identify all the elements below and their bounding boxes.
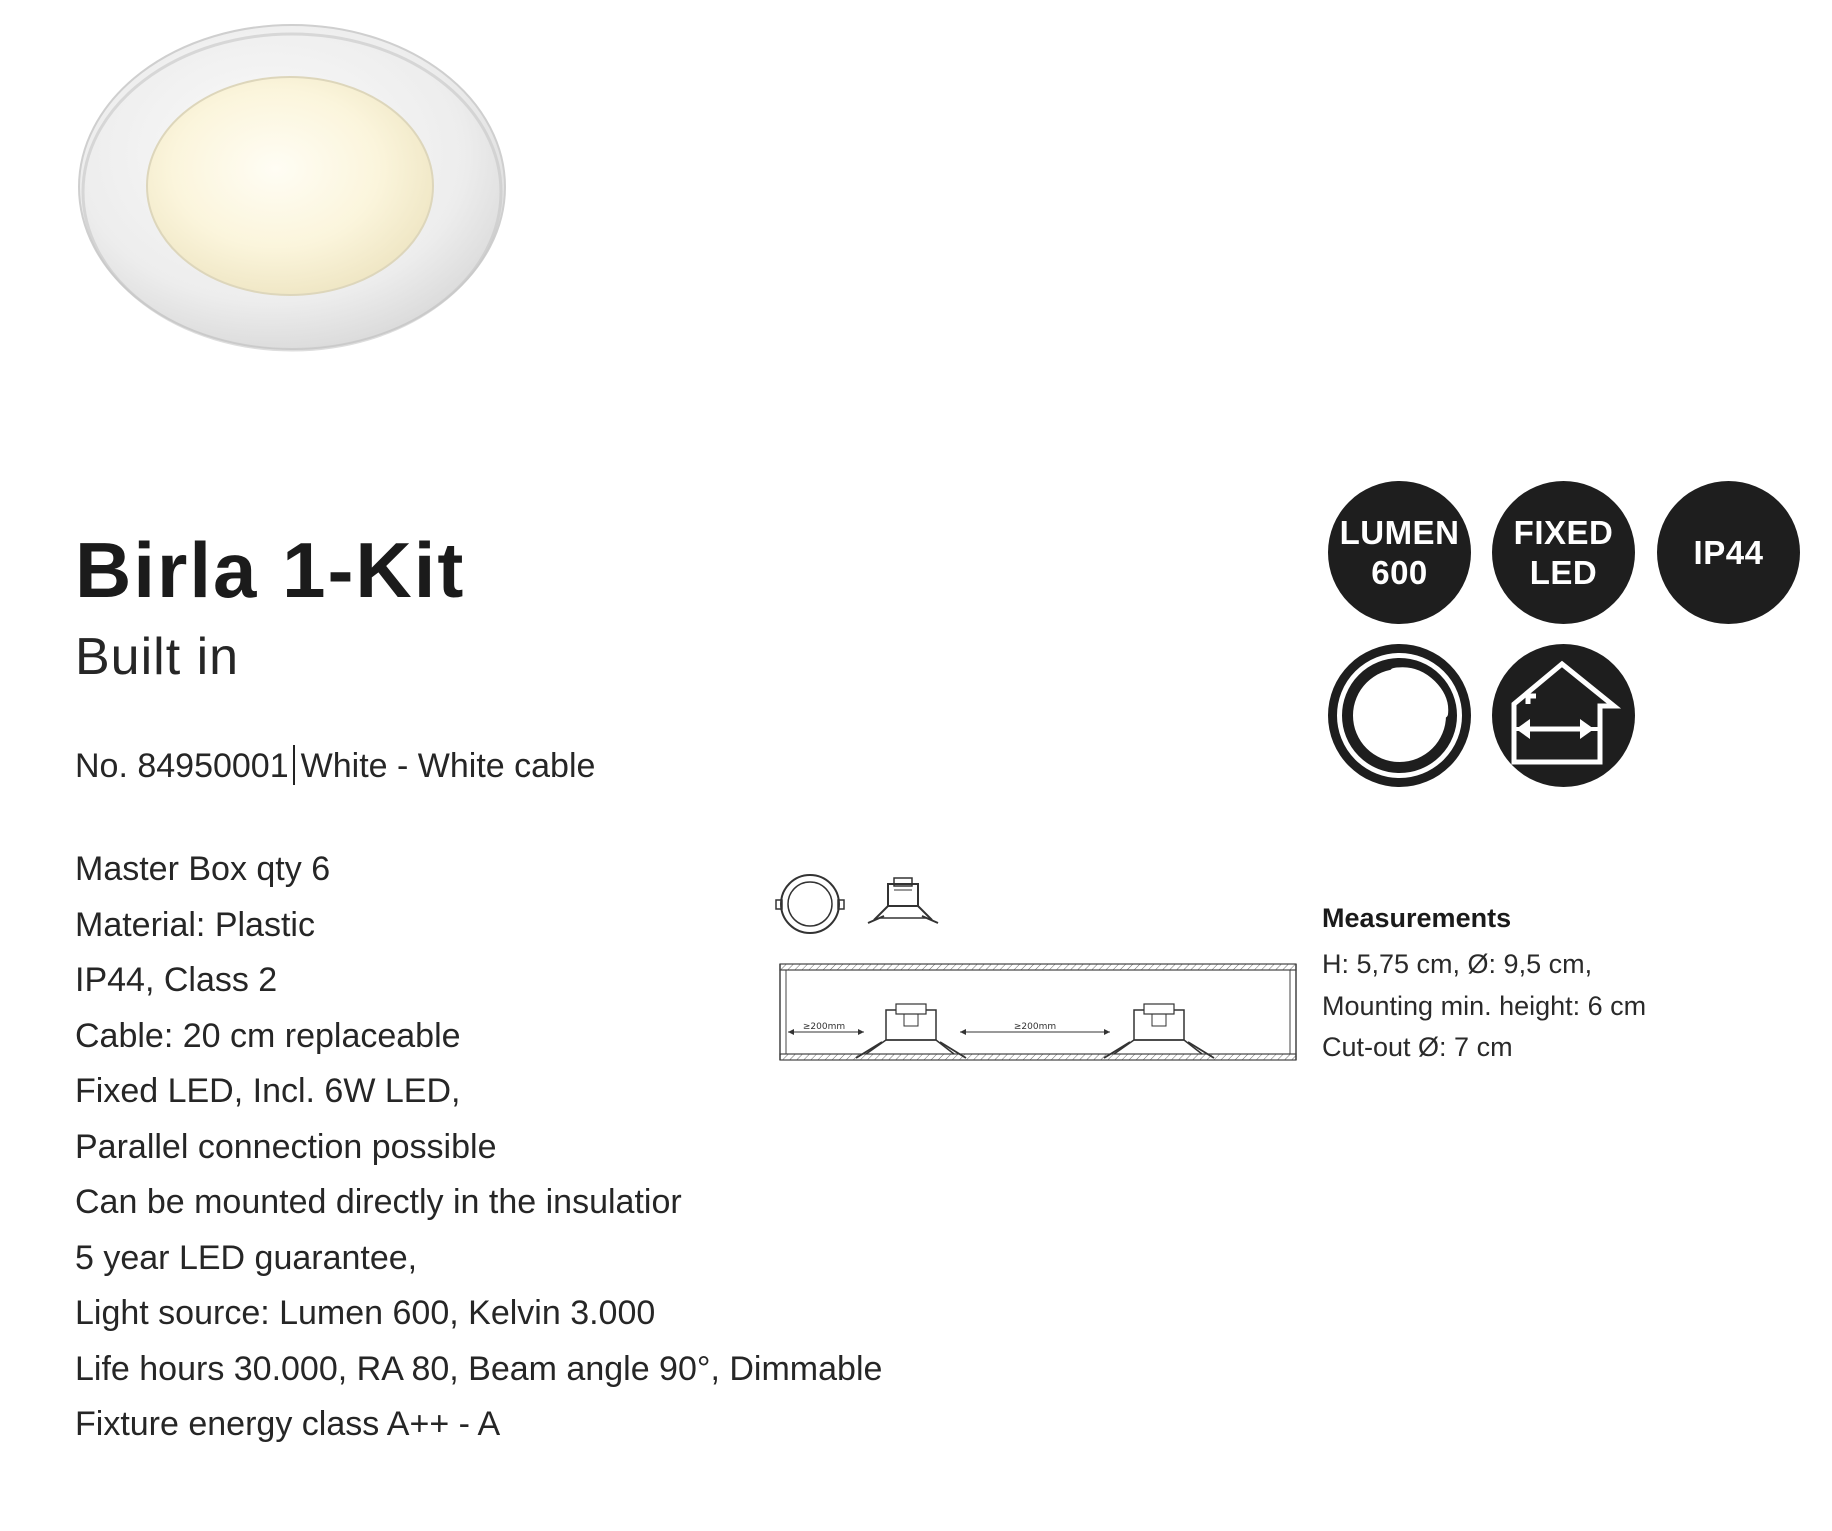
fixture-1-icon (856, 1004, 966, 1058)
spec-item: Master Box qty 6 (75, 850, 331, 888)
middle-gap-label: ≥200mm (1013, 1022, 1057, 1032)
installation-diagram (778, 958, 1298, 1070)
measurements-list (1322, 944, 1646, 1069)
spec-item: Cable: 20 cm replaceable (75, 1016, 461, 1055)
measurement-item: Mounting min. height: 6 cm (1322, 990, 1647, 1021)
badge-ip44-label: IP44 (1693, 533, 1764, 571)
badge-insulation (1492, 644, 1635, 787)
spec-item: Light source: Lumen 600, Kelvin 3.000 (75, 1294, 656, 1332)
dimmer-icon (1328, 644, 1471, 787)
spec-item: Fixed LED, Incl. 6W LED, (75, 1072, 461, 1110)
badge-lumen-line2: 600 (1371, 553, 1428, 591)
spec-item: 5 year LED guarantee, (75, 1238, 418, 1277)
spec-item: Life hours 30.000, RA 80, Beam angle 90°, Dimmable (75, 1349, 883, 1388)
spec-list (75, 842, 882, 1453)
spec-item: Material: Plastic (75, 905, 315, 944)
product-title: Birla 1-Kit (75, 526, 466, 614)
item-variant: White - White cable (300, 747, 596, 785)
product-subtitle: Built in (75, 628, 240, 686)
house-insulation-icon (1492, 644, 1635, 787)
badge-fixed-led (1492, 481, 1635, 624)
spec-item: IP44, Class 2 (75, 961, 278, 999)
badge-dimmable (1328, 644, 1471, 787)
measurement-item: H: 5,75 cm, Ø: 9,5 cm, (1322, 949, 1593, 979)
spec-item: Parallel connection possible (75, 1127, 497, 1166)
left-gap-label: ≥200mm (802, 1022, 846, 1032)
fixture-side-view-icon (868, 878, 938, 923)
badge-fixed-led-line2: LED (1529, 553, 1598, 591)
measurements-title: Measurements (1322, 903, 1512, 933)
badge-lumen-line1: LUMEN (1339, 513, 1460, 551)
separator-bar (293, 745, 295, 785)
badge-ip44 (1657, 481, 1800, 624)
item-number-line (75, 745, 595, 786)
fixture-views (770, 868, 950, 938)
spec-item: Fixture energy class A++ - A (75, 1405, 501, 1443)
product-photo (40, 20, 520, 360)
badge-lumen (1328, 481, 1471, 624)
fixture-2-icon (1104, 1004, 1214, 1058)
spec-item: Can be mounted directly in the insulatior (75, 1183, 682, 1221)
fixture-top-view-icon (776, 875, 844, 933)
item-number: No. 84950001 (75, 747, 289, 785)
measurement-item: Cut-out Ø: 7 cm (1322, 1032, 1513, 1062)
badge-fixed-led-line1: FIXED (1513, 513, 1614, 551)
